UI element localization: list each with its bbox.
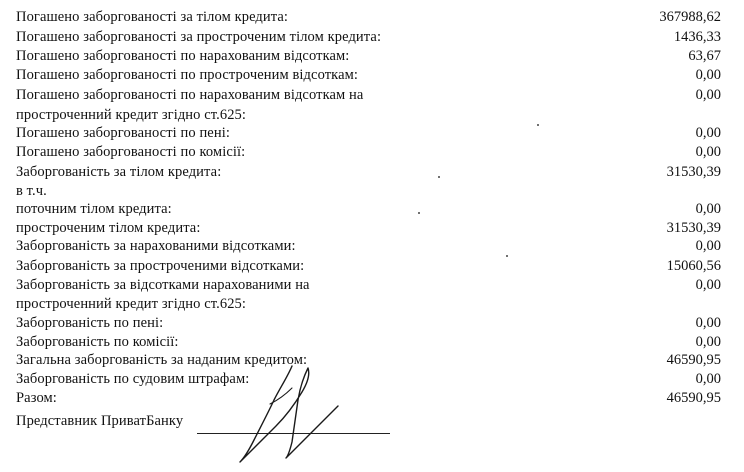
- row-label: Погашено заборгованості по комісії:: [16, 144, 246, 160]
- row-label: Заборгованість по комісії:: [16, 334, 179, 350]
- row-label: Погашено заборгованості по нарахованим відсоткам:: [16, 48, 350, 64]
- scan-speck: [506, 255, 508, 257]
- row-debt-interest-art625-cont: [0, 295, 744, 313]
- row-debt-accrued-interest: [0, 237, 744, 255]
- row-value: 0,00: [695, 201, 721, 217]
- row-label: Погашено заборгованості по нарахованим відсоткам на: [16, 87, 364, 103]
- row-repaid-accrued-interest: [0, 47, 744, 65]
- scan-speck: [438, 176, 440, 178]
- row-label: Погашено заборгованості по пені:: [16, 125, 230, 141]
- row-label: простроченний кредит згідно ст.625:: [16, 107, 247, 123]
- row-current-principal: [0, 200, 744, 218]
- row-label: в т.ч.: [16, 183, 47, 199]
- scan-speck: [418, 212, 420, 214]
- row-repaid-overdue-principal: [0, 28, 744, 46]
- row-repaid-interest-art625-cont: [0, 106, 744, 124]
- row-value: 0,00: [695, 371, 721, 387]
- row-label: Разом:: [16, 390, 57, 406]
- row-label: Погашено заборгованості за простроченим тілом кредита:: [16, 29, 382, 45]
- row-label: Заборгованість за простроченими відсотками:: [16, 258, 305, 274]
- row-label: Заборгованість за нарахованими відсотками:: [16, 238, 296, 254]
- row-label: поточним тілом кредита:: [16, 201, 172, 217]
- row-value: 46590,95: [666, 390, 721, 406]
- row-value: 0,00: [695, 238, 721, 254]
- row-value: 63,67: [688, 48, 721, 64]
- row-value: 0,00: [695, 144, 721, 160]
- row-debt-interest-art625: [0, 276, 744, 294]
- scan-speck: [537, 124, 539, 126]
- row-label: Заборгованість за відсотками нарахованими на: [16, 277, 310, 293]
- row-debt-overdue-interest: [0, 257, 744, 275]
- row-label: простроченний кредит згідно ст.625:: [16, 296, 247, 312]
- row-label: Погашено заборгованості по простроченим відсоткам:: [16, 67, 359, 83]
- row-repaid-penalty: [0, 124, 744, 142]
- row-overdue-principal: [0, 219, 744, 237]
- row-value: 0,00: [695, 67, 721, 83]
- row-value: 0,00: [695, 87, 721, 103]
- row-value: 46590,95: [666, 352, 721, 368]
- handwritten-signature: [230, 358, 350, 468]
- row-value: 31530,39: [666, 220, 721, 236]
- row-value: 0,00: [695, 125, 721, 141]
- row-label: Заборгованість по судовим штрафам:: [16, 371, 250, 387]
- signature-row: [0, 412, 744, 430]
- row-debt-commission: [0, 333, 744, 351]
- row-value: 0,00: [695, 277, 721, 293]
- row-value: 31530,39: [666, 164, 721, 180]
- row-debt-penalty: [0, 314, 744, 332]
- row-repaid-principal: [0, 8, 744, 26]
- row-total-debt: [0, 351, 744, 369]
- row-including: [0, 182, 744, 200]
- row-court-fines: [0, 370, 744, 388]
- row-label: Погашено заборгованості за тілом кредита:: [16, 9, 289, 25]
- row-repaid-commission: [0, 143, 744, 161]
- row-repaid-overdue-interest: [0, 66, 744, 84]
- row-value: 0,00: [695, 315, 721, 331]
- row-grand-total: [0, 389, 744, 407]
- signature-label: Представник ПриватБанку: [16, 413, 184, 429]
- row-value: 367988,62: [659, 9, 721, 25]
- row-label: Загальна заборгованість за наданим кредитом:: [16, 352, 308, 368]
- row-repaid-interest-art625: [0, 86, 744, 104]
- row-debt-principal: [0, 163, 744, 181]
- row-label: Заборгованість по пені:: [16, 315, 164, 331]
- row-value: 0,00: [695, 334, 721, 350]
- row-value: 15060,56: [666, 258, 721, 274]
- row-value: 1436,33: [673, 29, 721, 45]
- row-label: простроченим тілом кредита:: [16, 220, 201, 236]
- row-label: Заборгованість за тілом кредита:: [16, 164, 222, 180]
